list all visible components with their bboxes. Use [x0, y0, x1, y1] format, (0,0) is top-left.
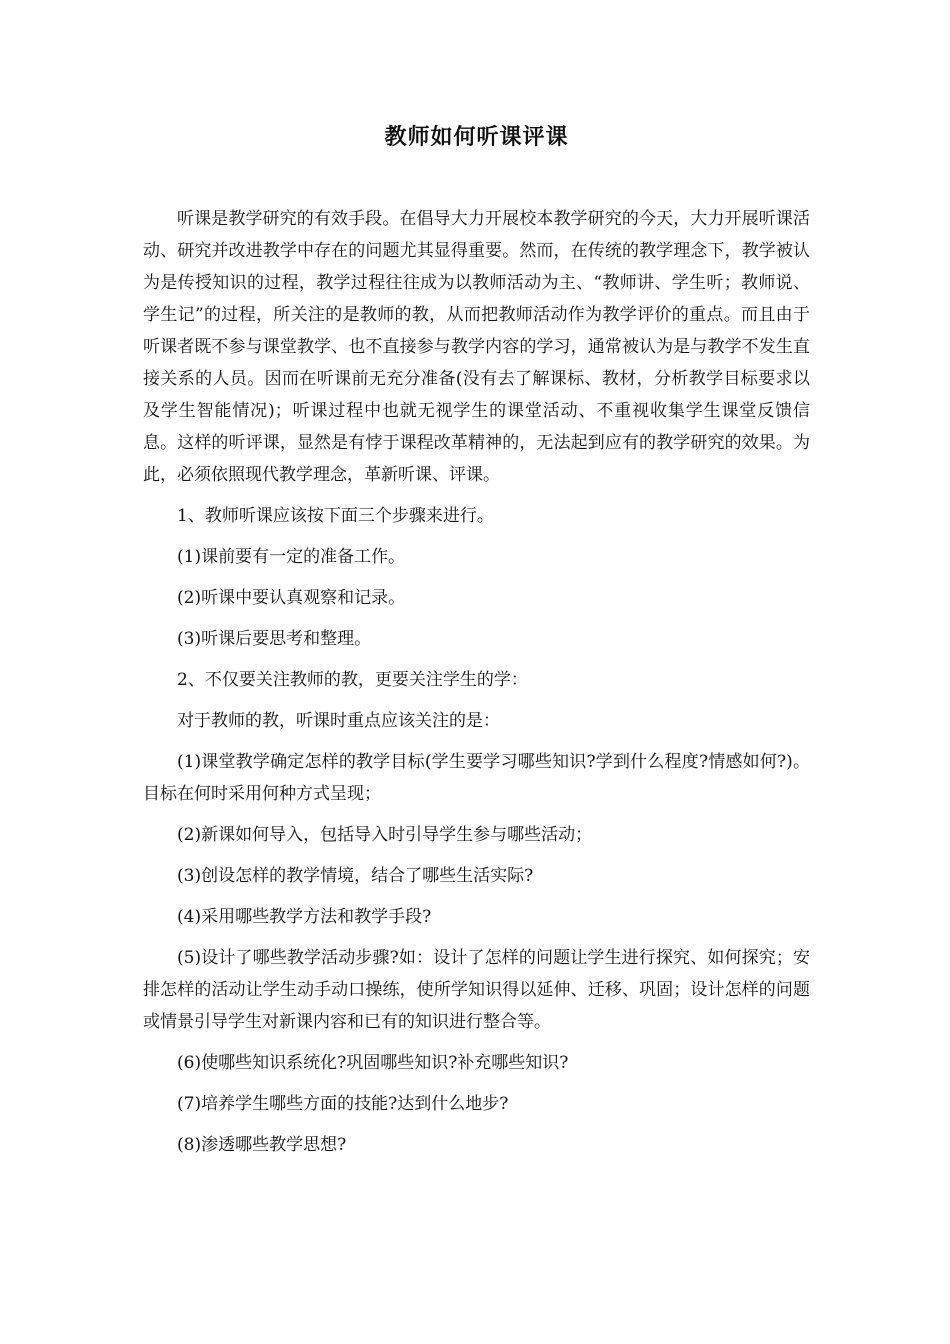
paragraph-step-3: (3)听课后要思考和整理。	[177, 629, 372, 649]
document-title: 教师如何听课评课	[384, 125, 569, 150]
paragraph-focus-8: (8)渗透哪些教学思想?	[177, 1135, 347, 1155]
paragraph-focus-2: (2)新课如何导入，包括导入时引导学生参与哪些活动；	[177, 825, 593, 845]
document-page	[143, 0, 810, 1344]
paragraph-focus-7: (7)培养学生哪些方面的技能?达到什么地步?	[177, 1094, 509, 1114]
paragraph-step-1: (1)课前要有一定的准备工作。	[177, 547, 406, 567]
paragraph-focus-1: (1)课堂教学确定怎样的教学目标(学生要学习哪些知识?学到什么程度?情感如何?)。目标在何时采用何种方式呈现；	[143, 752, 810, 804]
paragraph-focus-4: (4)采用哪些教学方法和教学手段?	[177, 907, 432, 927]
paragraph-focus-3: (3)创设怎样的教学情境，结合了哪些生活实际?	[177, 866, 534, 886]
paragraph-point-1: 1、教师听课应该按下面三个步骤来进行。	[177, 506, 494, 526]
paragraph-intro: 听课是教学研究的有效手段。在倡导大力开展校本教学研究的今天，大力开展听课活动、研究并改进教学中存在的问题尤其显得重要。然而，在传统的教学理念下，教学被认为是传授知识的过程，教学过程往往成为以教师活动为主、“教师讲、学生听；教师说、学生记”的过程，所关注的是教师的教，从而把教师活动作为教学评价的重点。而且由于听课者既不参与课堂教学、也不直接参与教学内容的学习，通常被认为是与教学不发生直接关系的人员。因而在听课前无充分准备(没有去了解课标、教材，分析教学目标要求以及学生智能情况)；听课过程中也就无视学生的课堂活动、不重视收集学生课堂反馈信息。这样的听评课，显然是有悖于课程改革精神的，无法起到应有的教学研究的效果。为此，必须依照现代教学理念，革新听课、评课。	[143, 209, 810, 485]
paragraph-step-2: (2)听课中要认真观察和记录。	[177, 588, 406, 608]
document-body	[143, 203, 810, 1170]
paragraph-point-2: 2、不仅要关注教师的教，更要关注学生的学：	[177, 670, 528, 690]
paragraph-focus-5: (5)设计了哪些教学活动步骤?如：设计了怎样的问题让学生进行探究、如何探究；安排怎样的活动让学生动手动口操练，使所学知识得以延伸、迁移、巩固；设计怎样的问题或情景引导学生对新课内容和已有的知识进行整合等。	[143, 948, 810, 1032]
paragraph-teacher-focus: 对于教师的教，听课时重点应该关注的是：	[177, 711, 500, 731]
paragraph-focus-6: (6)使哪些知识系统化?巩固哪些知识?补充哪些知识?	[177, 1053, 569, 1073]
